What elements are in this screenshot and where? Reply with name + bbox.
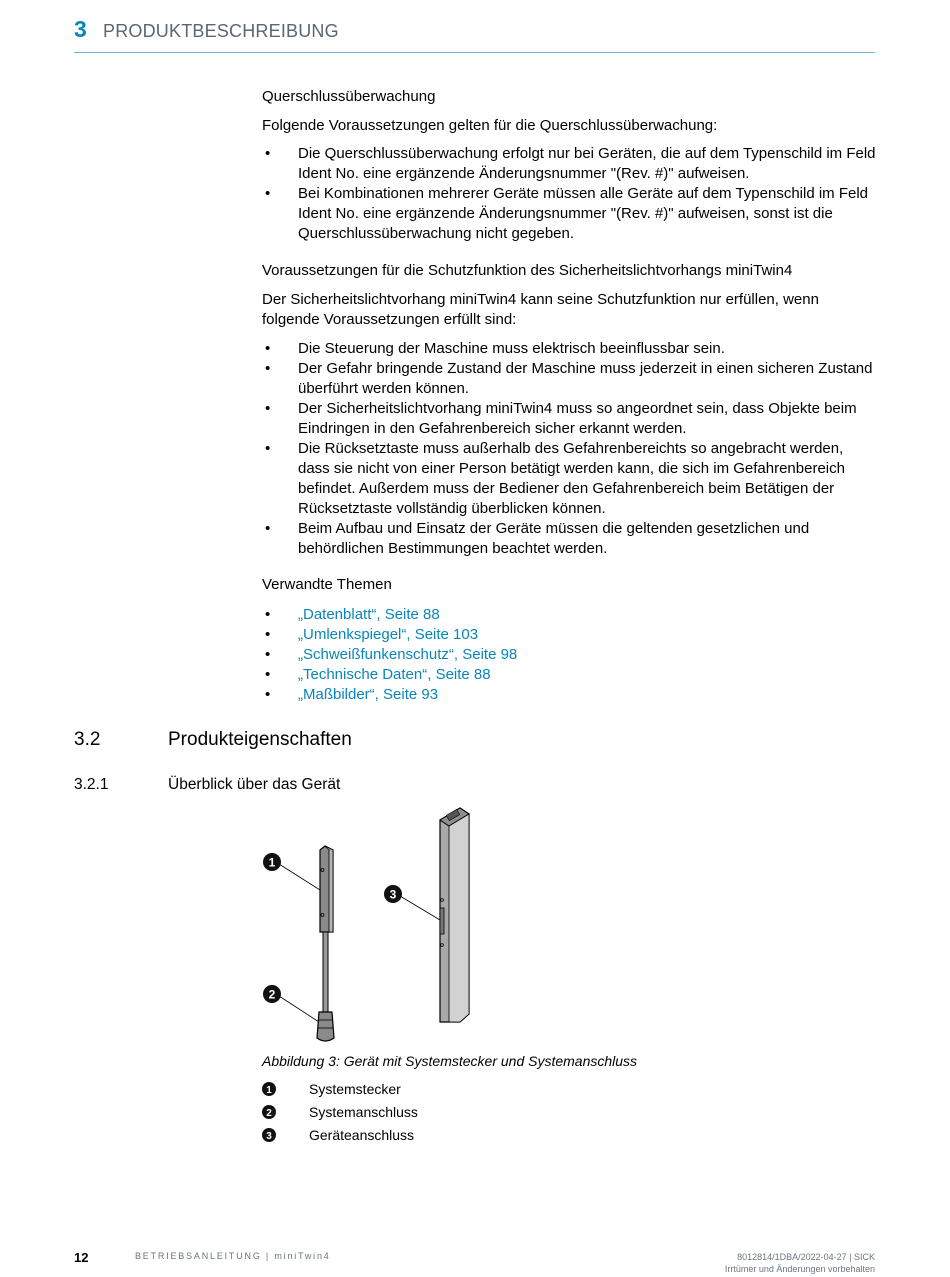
- related-heading: Verwandte Themen: [262, 576, 392, 593]
- requirements-intro: Der Sicherheitslichtvorhang miniTwin4 kann seine Schutzfunktion nur erfüllen, wenn folgende Voraussetzungen erfüllt sind:: [262, 291, 819, 328]
- footer-doc-ref: 8012814/1DBA/2022-04-27 | SICK: [737, 1252, 875, 1262]
- callout-2: [263, 985, 281, 1003]
- list-item: • Die Steuerung der Maschine muss elektrisch beeinflussbar sein.: [262, 339, 877, 359]
- callout-3: [384, 885, 402, 903]
- list-item: • Der Sicherheitslichtvorhang miniTwin4 muss so angeordnet sein, dass Objekte beim Eindringen in den Gefahrenbereich sicher erkannt werden.: [262, 399, 877, 439]
- requirements-heading: Voraussetzungen für die Schutzfunktion des Sicherheitslichtvorhangs miniTwin4: [262, 262, 793, 279]
- legend-label: Geräteanschluss: [309, 1127, 415, 1143]
- callout-3-label: 3: [389, 887, 397, 902]
- related-link-datenblatt[interactable]: „Datenblatt“, Seite 88: [298, 606, 440, 623]
- footer-note: Irrtümer und Änderungen vorbehalten: [724, 1264, 875, 1274]
- list-item: • Die Querschlussüberwachung erfolgt nur bei Geräten, die auf dem Typenschild im Feld Ident No. eine ergänzende Änderungsnummer "(Rev. #)" aufweisen.: [262, 144, 877, 184]
- footer-document-title: BETRIEBSANLEITUNG | miniTwin4: [135, 1251, 331, 1261]
- svg-text:3: 3: [266, 1131, 272, 1142]
- legend-label: Systemanschluss: [309, 1104, 418, 1120]
- list-item: • Bei Kombinationen mehrerer Geräte müssen alle Geräte auf dem Typenschild im Feld Ident No. eine ergänzende Änderungsnummer "(Rev. #)" aufweisen, sonst ist die Querschlussüberwachung nicht gegeben.: [262, 184, 877, 244]
- requirements-list: [262, 339, 877, 559]
- device-housing-drawing: [440, 808, 469, 1022]
- related-link-umlenkspiegel[interactable]: „Umlenkspiegel“, Seite 103: [298, 626, 479, 643]
- callout-2-label: 2: [268, 987, 276, 1002]
- section-number: 3.2: [74, 729, 101, 750]
- footer-reference: [725, 1251, 875, 1275]
- subsection-number: 3.2.1: [74, 776, 109, 793]
- subsection-title: Überblick über das Gerät: [168, 776, 341, 793]
- related-links: [262, 605, 877, 705]
- svg-text:2: 2: [266, 1108, 272, 1119]
- callout-1: [263, 853, 281, 871]
- list-item: • Beim Aufbau und Einsatz der Geräte müssen die geltenden gesetzlichen und behördlichen Bestimmungen beachtet werden.: [262, 519, 877, 559]
- section-title: Produkteigenschaften: [168, 729, 352, 750]
- system-plug-drawing: [317, 846, 334, 1041]
- related-link-schweissfunkenschutz[interactable]: „Schweißfunkenschutz“, Seite 98: [298, 646, 518, 663]
- page-header: [74, 16, 875, 53]
- related-link-massbilder[interactable]: „Maßbilder“, Seite 93: [298, 686, 439, 703]
- legend-label: Systemstecker: [309, 1081, 401, 1097]
- list-item: • Die Rücksetztaste muss außerhalb des Gefahrenbereichts so angebracht werden, dass sie nicht von einer Person betätigt werden kann, die sich im Gefahrenbereich befindet. Außerdem muss der Bediener den Gefahrenbereich beim Betätigen der Rücksetztaste vollständig überblicken können.: [262, 439, 877, 519]
- list-item: • Der Gefahr bringende Zustand der Maschine muss jederzeit in einen sicheren Zustand überführt werden können.: [262, 359, 877, 399]
- related-link-technische-daten[interactable]: „Technische Daten“, Seite 88: [298, 666, 491, 683]
- legend-number-1: [262, 1081, 278, 1097]
- svg-text:1: 1: [266, 1085, 272, 1096]
- chapter-number: 3: [74, 16, 87, 42]
- cross-intro: Folgende Voraussetzungen gelten für die Querschlussüberwachung:: [262, 117, 718, 134]
- legend-number-2: [262, 1104, 278, 1120]
- callout-1-label: 1: [268, 855, 276, 870]
- figure-caption: Abbildung 3: Gerät mit Systemstecker und Systemanschluss: [262, 1053, 638, 1069]
- legend-number-3: [262, 1127, 278, 1143]
- page-number: 12: [74, 1250, 89, 1265]
- cross-list: [262, 144, 877, 244]
- device-figure: [255, 800, 485, 1050]
- chapter-title: PRODUKTBESCHREIBUNG: [103, 21, 339, 41]
- cross-heading: Querschlussüberwachung: [262, 88, 436, 105]
